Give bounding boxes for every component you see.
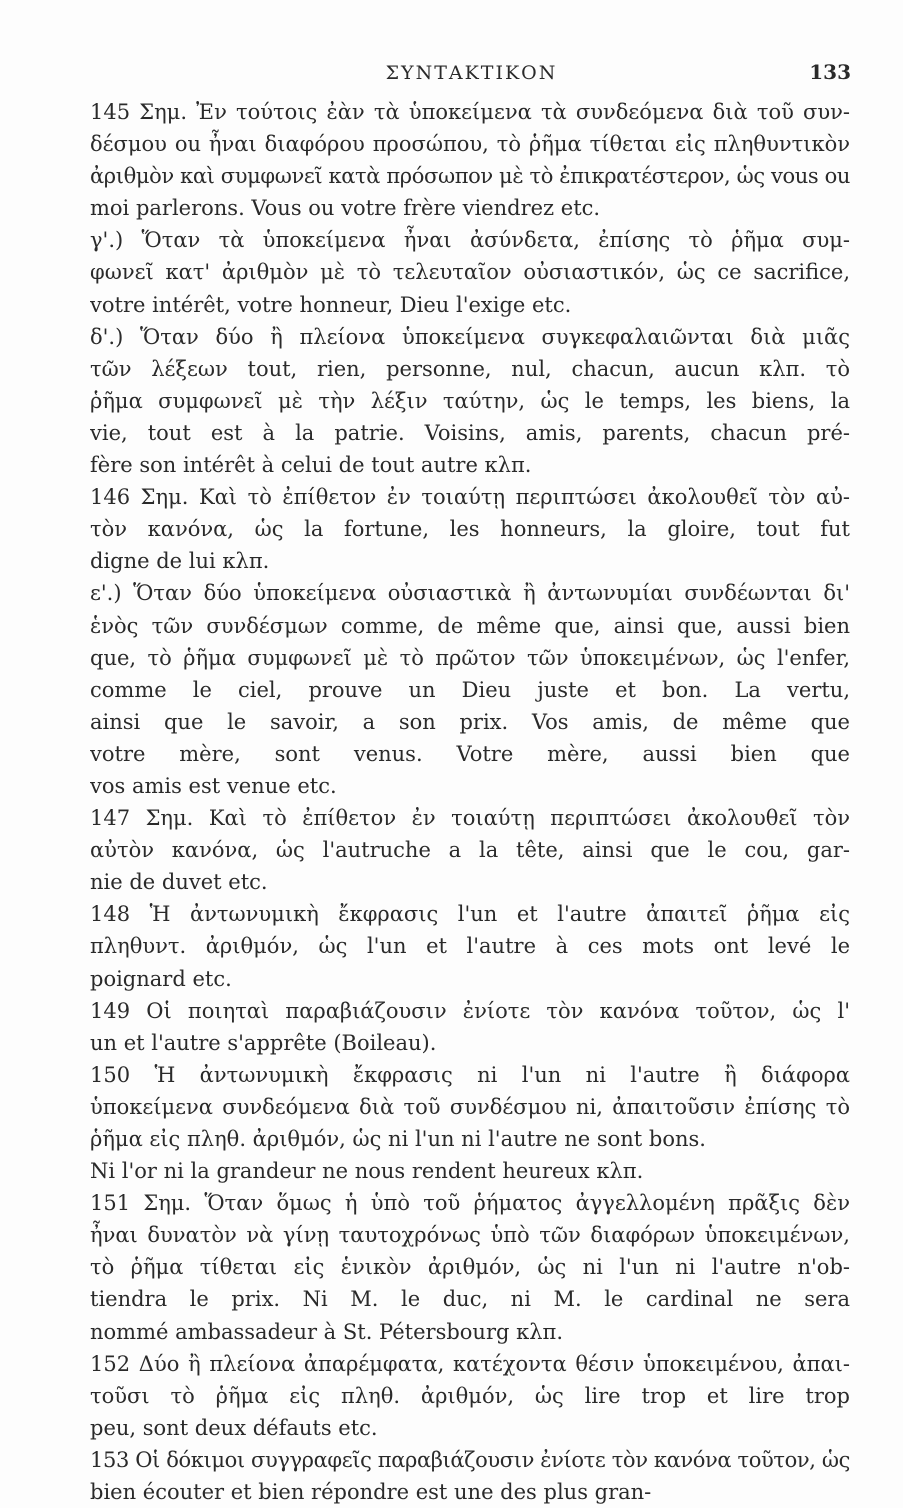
running-head <box>92 62 851 92</box>
page-number: 133 <box>809 60 851 84</box>
text-line: 146 Σημ. Καὶ τὸ ἐπίθετον ἐν τοιαύτῃ περιπτώσει ἀκολουθεῖ τὸν αὐ- <box>90 485 850 510</box>
text-line: Ni l'or ni la grandeur ne nous rendent heureux κλπ. <box>90 1159 644 1184</box>
running-title: ΣΥΝΤΑΚΤΙΚΟΝ <box>385 62 558 84</box>
text-line: ainsi que le savoir, a son prix. Vos amis, de même que <box>90 709 850 734</box>
text-line: poignard etc. <box>90 966 232 991</box>
text-line: nie de duvet etc. <box>90 870 268 895</box>
text-line: moi parlerons. Vous ou votre frère viendrez etc. <box>90 196 601 221</box>
text-line: ε'.) Ὅταν δύο ὑποκείμενα οὐσιαστικὰ ἢ ἀντωνυμίαι συνδέωνται δι' <box>90 581 850 606</box>
text-line: 153 Οἱ δόκιμοι συγγραφεῖς παραβιάζουσιν ἐνίοτε τὸν κανόνα τοῦτον, ὡς <box>90 1447 850 1472</box>
text-line: τοῦσι τὸ ῥῆμα εἰς πληθ. ἀριθμόν, ὡς lire trop et lire trop <box>90 1383 850 1408</box>
text-line: τὸν κανόνα, ὡς la fortune, les honneurs, la gloire, tout fut <box>90 517 850 542</box>
text-line: ῥῆμα εἰς πληθ. ἀριθμόν, ὡς ni l'un ni l'autre ne sont bons. <box>90 1127 706 1151</box>
text-line: 151 Σημ. Ὅταν ὅμως ἡ ὑπὸ τοῦ ῥήματος ἀγγελλομένη πρᾶξις δὲν <box>90 1191 850 1216</box>
text-line: ῥῆμα συμφωνεῖ μὲ τὴν λέξιν ταύτην, ὡς le temps, les biens, la <box>90 388 850 413</box>
text-line: votre intérêt, votre honneur, Dieu l'exige etc. <box>90 292 572 317</box>
text-line: que, τὸ ῥῆμα συμφωνεῖ μὲ τὸ πρῶτον τῶν ὑποκειμένων, ὡς l'enfer, <box>90 645 850 670</box>
text-line: γ'.) Ὅταν τὰ ὑποκείμενα ἦναι ἀσύνδετα, ἐπίσης τὸ ῥῆμα συμ- <box>90 228 850 253</box>
text-line: 148 Ἡ ἀντωνυμικὴ ἔκφρασις l'un et l'autre ἀπαιτεῖ ῥῆμα εἰς <box>90 902 850 927</box>
text-line: ἦναι δυνατὸν νὰ γίνῃ ταυτοχρόνως ὑπὸ τῶν διαφόρων ὑποκειμένων, <box>90 1223 850 1248</box>
text-line: 145 Σημ. Ἐν τούτοις ἐὰν τὰ ὑποκείμενα τὰ συνδεόμενα διὰ τοῦ συν- <box>90 100 850 124</box>
text-line: ἀριθμὸν καὶ συμφωνεῖ κατὰ πρόσωπον μὲ τὸ ἐπικρατέστερον, ὡς vous ou <box>90 164 850 189</box>
text-line: δ'.) Ὅταν δύο ἢ πλείονα ὑποκείμενα συγκεφαλαιῶνται διὰ μιᾶς <box>90 324 850 349</box>
text-line: votre mère, sont venus. Votre mère, aussi bien que <box>90 741 850 766</box>
text-line: ἑνὸς τῶν συνδέσμων comme, de même que, ainsi que, aussi bien <box>90 613 850 638</box>
text-line: αὐτὸν κανόνα, ὡς l'autruche a la tête, ainsi que le cou, gar- <box>90 838 850 863</box>
text-line: τῶν λέξεων tout, rien, personne, nul, chacun, aucun κλπ. τὸ <box>90 356 850 381</box>
text-line: πληθυντ. ἀριθμόν, ὡς l'un et l'autre à ces mots ont levé le <box>90 934 850 959</box>
text-line: comme le ciel, prouve un Dieu juste et bon. La vertu, <box>90 677 850 702</box>
text-line: 147 Σημ. Καὶ τὸ ἐπίθετον ἐν τοιαύτῃ περιπτώσει ἀκολουθεῖ τὸν <box>90 806 850 831</box>
text-line: bien écouter et bien répondre est une des plus gran- <box>90 1480 652 1505</box>
text-line: vos amis est venue etc. <box>90 773 337 798</box>
text-line: 149 Οἱ ποιηταὶ παραβιάζουσιν ἐνίοτε τὸν κανόνα τοῦτον, ὡς l' <box>90 998 850 1023</box>
text-line: nommé ambassadeur à St. Pétersbourg κλπ. <box>90 1319 564 1344</box>
body-text <box>90 96 850 1508</box>
text-line: 152 Δύο ἢ πλείονα ἀπαρέμφατα, κατέχοντα θέσιν ὑποκειμένου, ἀπαι- <box>90 1351 850 1376</box>
text-line: fère son intérêt à celui de tout autre κλπ. <box>90 453 532 478</box>
text-line: un et l'autre s'apprête (Boileau). <box>90 1030 437 1055</box>
text-line: δέσμου ou ἦναι διαφόρου προσώπου, τὸ ῥῆμα τίθεται εἰς πληθυντικὸν <box>90 132 850 157</box>
text-line: tiendra le prix. Ni M. le duc, ni M. le cardinal ne sera <box>90 1287 850 1312</box>
text-line: vie, tout est à la patrie. Voisins, amis, parents, chacun pré- <box>90 420 850 445</box>
text-line: digne de lui κλπ. <box>90 549 270 574</box>
text-line: ὑποκείμενα συνδεόμενα διὰ τοῦ συνδέσμου ni, ἀπαιτοῦσιν ἐπίσης τὸ <box>90 1094 850 1119</box>
text-line: peu, sont deux défauts etc. <box>90 1415 378 1440</box>
text-line: 150 Ἡ ἀντωνυμικὴ ἔκφρασις ni l'un ni l'autre ἢ διάφορα <box>90 1062 850 1087</box>
text-line: τὸ ῥῆμα τίθεται εἰς ἑνικὸν ἀριθμόν, ὡς ni l'un ni l'autre n'ob- <box>90 1255 850 1280</box>
text-line: φωνεῖ κατ' ἀριθμὸν μὲ τὸ τελευταῖον οὐσιαστικόν, ὡς ce sacrifice, <box>90 260 850 285</box>
